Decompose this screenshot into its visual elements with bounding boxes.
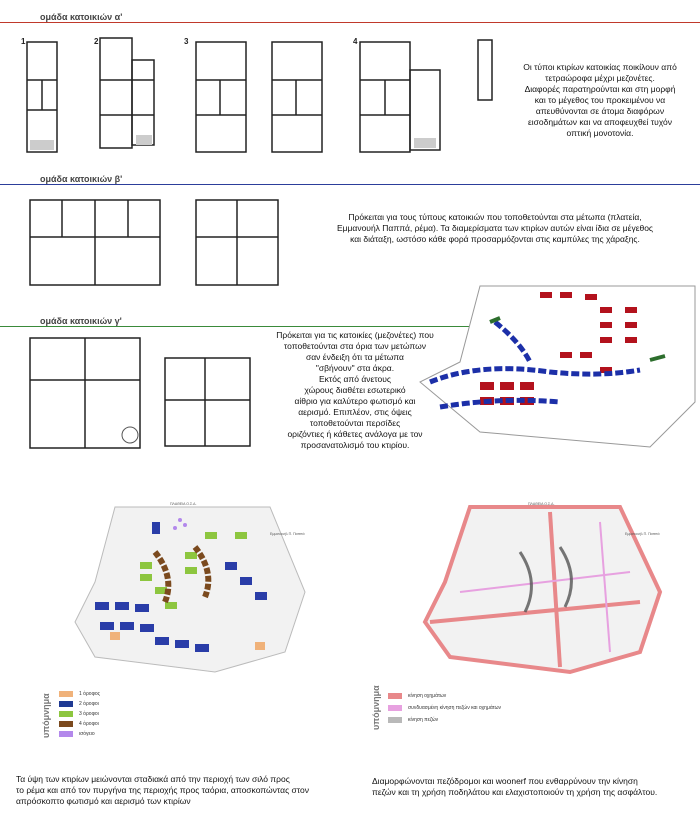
legend-heights-1: 1 όροφος <box>59 691 100 697</box>
plan-number-4: 4 <box>353 37 358 46</box>
map-label-street-left: Εμμανουήλ Π. Παππά <box>270 532 305 536</box>
text-b: Πρόκειται για τους τύπους κατοικιών που τοποθετούνται στα μέτωπα (πλατεία, Εμμανουήλ Παππά, ρέμα). Τα διαμερίσματα των κτιρίων αυτών είναι ίδια σε μέγεθος και διάταξη, ωστόσο κάθε φορά προσαρμόζονται στις καμπύλες της χάραξης. <box>336 212 654 244</box>
map-label-top-left: ΠΛΑΘΕΙΑ Ο.Σ.Δ. <box>170 502 197 506</box>
plan-number-3: 3 <box>184 37 189 46</box>
floor-plans-group-b <box>0 192 300 292</box>
map-label-street-right: Εμμανουήλ Π. Παππά <box>625 532 660 536</box>
map-label-top-right: ΠΛΑΘΕΙΑ Ο.Σ.Δ. <box>528 502 555 506</box>
section-c-title: ομάδα κατοικιών γ' <box>40 316 122 326</box>
legend-heights-title: υπόμνημα <box>41 693 51 738</box>
section-a-rule <box>0 22 700 23</box>
caption-right: Διαμορφώνονται πεζόδρομοι και woonerf που ενθαρρύνουν την κίνηση πεζών και τη χρήση ποδηλάτου και ελαχιστοποιούν τη χρήση της ασφάλτου. <box>372 776 658 797</box>
legend-heights-3: 3 όροφοι <box>59 711 99 717</box>
legend-traffic-3: κίνηση πεζών <box>388 717 438 723</box>
legend-heights-5: ισόγειο <box>59 731 95 737</box>
floor-plans-group-a <box>0 30 520 160</box>
text-c: Πρόκειται για τις κατοικίες (μεζονέτες) που τοποθετούνται στα όρια των μετώπων σαν ένδειξη ότι τα μέτωπα "σβήνουν" στα άκρα. Εκτός από άνετους χώρους διαθέτει εσωτερικό αίθριο για καλύτερο φωτισμό και αερισμό. Επιπλέον, στις όψεις τοποθετούνται περσίδες οριζόντιες ή κάθετες ανάλογα με τον προσανατολισμό του κτιρίου. <box>276 330 434 450</box>
site-plan-traffic <box>400 492 670 682</box>
plan-number-1: 1 <box>21 37 26 46</box>
plan-number-2: 2 <box>94 37 99 46</box>
caption-left: Τα ύψη των κτιρίων μειώνονται σταδιακά από την περιοχή των σιλό προς το ρέμα και από τον πυργήνα της περιοχής προς ταόρια, αποσκοπώντας στον απρόσκοπτο φωτισμό και αερισμό των κτιρίων <box>16 774 310 806</box>
text-a: Οι τύποι κτιρίων κατοικίας ποικίλουν από τετραώροφα μέχρι μεζονέτες. Διαφορές παρατηρούνται και στη μορφή και το μέγεθος του προκειμένου να απευθύνονται σε άτομα διαφόρων εισοδημάτων και να αποφευχθεί τυχόν οπτική μονοτονία. <box>523 62 677 138</box>
floor-plans-group-c <box>0 330 260 450</box>
section-a-title: ομάδα κατοικιών α' <box>40 12 123 22</box>
legend-traffic-1: κίνηση οχημάτων <box>388 693 446 699</box>
site-plan-heights <box>55 492 315 682</box>
legend-heights-2: 2 όροφοι <box>59 701 99 707</box>
legend-traffic-2: συνδυασμένη κίνηση πεζών και οχημάτων <box>388 705 501 711</box>
site-plan-typology <box>400 282 700 457</box>
legend-heights-4: 4 όροφοι <box>59 721 99 727</box>
section-b-rule <box>0 184 700 185</box>
legend-traffic-title: υπόμνημα <box>371 685 381 730</box>
section-b-title: ομάδα κατοικιών β' <box>40 174 123 184</box>
